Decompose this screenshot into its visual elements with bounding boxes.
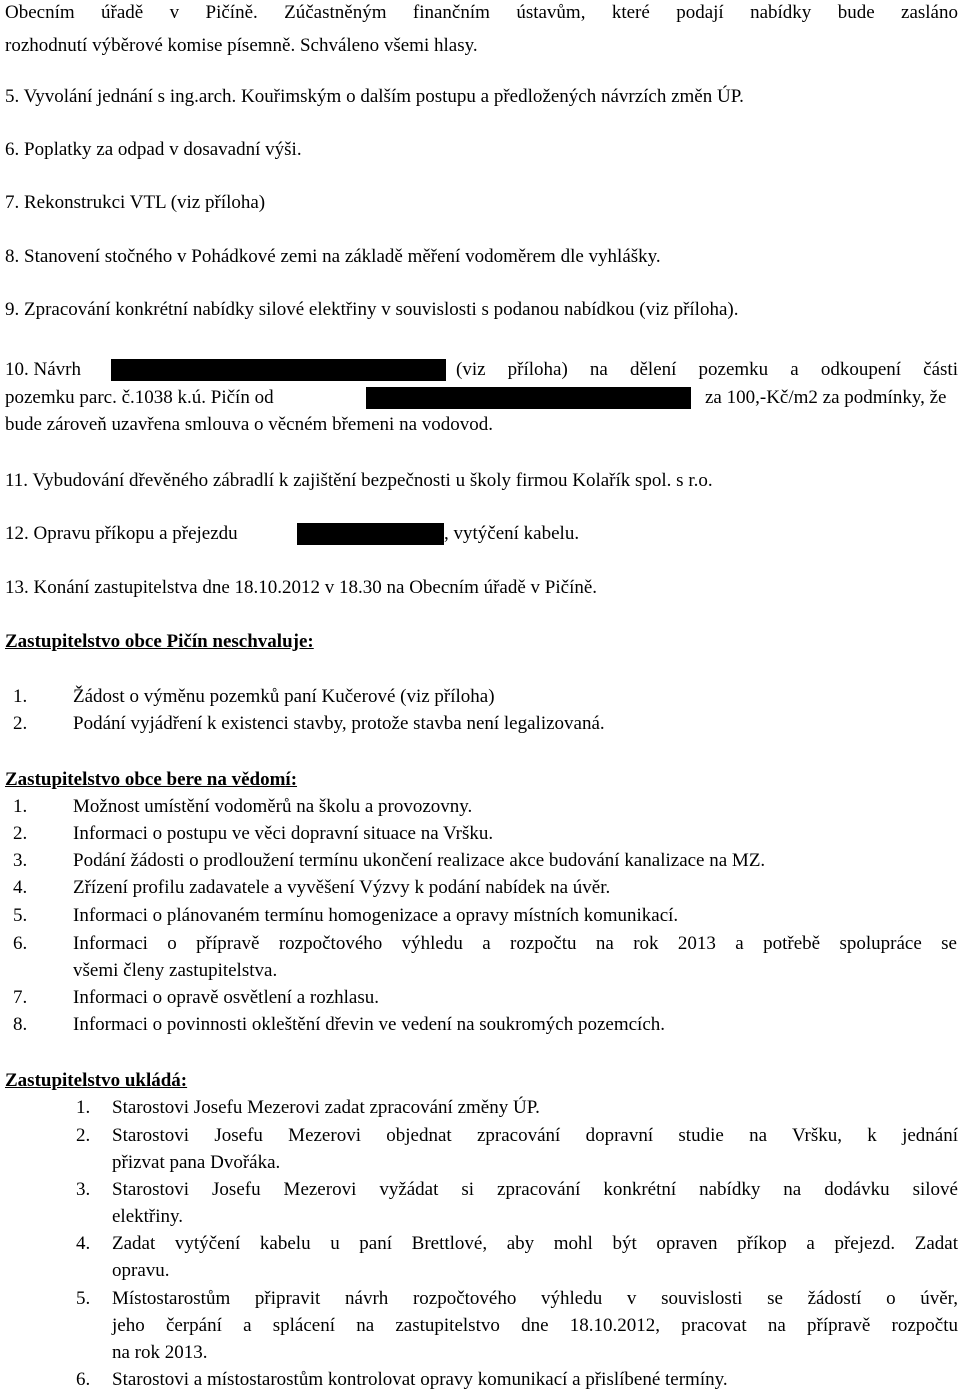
intro-line-1: Obecním úřadě v Pičíně. Zúčastněným finančním ústavům, které podají nabídky bude zasláno bbox=[5, 2, 958, 23]
list-item-continuation: všemi členy zastupitelstva. bbox=[73, 960, 278, 981]
list-number: 6. bbox=[13, 933, 28, 954]
list-item: Informaci o postupu ve věci dopravní situace na Vršku. bbox=[73, 823, 494, 844]
list-item: Podání vyjádření k existenci stavby, protože stavba není legalizovaná. bbox=[73, 713, 605, 734]
list-number: 2. bbox=[76, 1125, 91, 1146]
intro-line-2: rozhodnutí výběrové komise písemně. Schváleno všemi hlasy. bbox=[5, 35, 478, 56]
list-number: 1. bbox=[76, 1097, 91, 1118]
list-number: 4. bbox=[76, 1233, 91, 1254]
list-item: Starostovi Josefu Mezerovi zadat zpracování změny ÚP. bbox=[112, 1097, 540, 1118]
list-item: Žádost o výměnu pozemků paní Kučerové (viz příloha) bbox=[73, 686, 495, 707]
list-number: 6. bbox=[76, 1369, 91, 1390]
list-item-continuation: elektřiny. bbox=[112, 1206, 184, 1227]
item10-text-b: (viz příloha) na dělení pozemku a odkoupení části bbox=[456, 359, 958, 380]
approved-item-9: 9. Zpracování konkrétní nabídky silové elektřiny v souvislosti s podanou nabídkou (viz příloha). bbox=[5, 299, 739, 320]
list-item: Starostovi Josefu Mezerovi objednat zpracování dopravní studie na Vršku, k jednání bbox=[112, 1125, 958, 1146]
list-number: 1. bbox=[13, 796, 28, 817]
section-heading-uklada: Zastupitelstvo ukládá: bbox=[5, 1070, 188, 1091]
list-number: 8. bbox=[13, 1014, 28, 1035]
list-number: 1. bbox=[13, 686, 28, 707]
list-item: Informaci o povinnosti okleštění dřevin ve vedení na soukromých pozemcích. bbox=[73, 1014, 666, 1035]
list-number: 7. bbox=[13, 987, 28, 1008]
item12-text-b: , vytýčení kabelu. bbox=[444, 523, 580, 544]
item10-text-e: bude zároveň uzavřena smlouva o věcném břemeni na vodovod. bbox=[5, 414, 494, 435]
list-number: 2. bbox=[13, 823, 28, 844]
approved-item-5: 5. Vyvolání jednání s ing.arch. Kouřimským o dalším postupu a předložených návrzích změn ÚP. bbox=[5, 86, 744, 107]
approved-item-13: 13. Konání zastupitelstva dne 18.10.2012 v 18.30 na Obecním úřadě v Pičíně. bbox=[5, 577, 598, 598]
list-item-continuation: jeho čerpání a splácení na zastupitelstvo dne 18.10.2012, pracovat na přípravě rozpočtu bbox=[112, 1315, 958, 1336]
list-item: Informaci o opravě osvětlení a rozhlasu. bbox=[73, 987, 379, 1008]
list-item: Místostarostům připravit návrh rozpočtového výhledu v souvislosti se žádostí o úvěr, bbox=[112, 1288, 958, 1309]
list-item-continuation: opravu. bbox=[112, 1260, 170, 1281]
list-item: Informaci o přípravě rozpočtového výhledu a rozpočtu na rok 2013 a potřebě spolupráce se bbox=[73, 933, 957, 954]
approved-item-6: 6. Poplatky za odpad v dosavadní výši. bbox=[5, 139, 302, 160]
redaction-block bbox=[297, 523, 444, 545]
list-item: Starostovi a místostarostům kontrolovat opravy komunikací a přislíbené termíny. bbox=[112, 1369, 728, 1390]
section-heading-bere: Zastupitelstvo obce bere na vědomí: bbox=[5, 769, 298, 790]
list-number: 3. bbox=[13, 850, 28, 871]
list-item: Zadat vytýčení kabelu u paní Brettlové, aby mohl být opraven příkop a přejezd. Zadat bbox=[112, 1233, 958, 1254]
list-number: 5. bbox=[13, 905, 28, 926]
list-item: Zřízení profilu zadavatele a vyvěšení Výzvy k podání nabídek na úvěr. bbox=[73, 877, 611, 898]
list-number: 5. bbox=[76, 1288, 91, 1309]
approved-item-11: 11. Vybudování dřevěného zábradlí k zajištění bezpečnosti u školy firmou Kolařík spol. s r.o. bbox=[5, 470, 713, 491]
item10-text-d: za 100,-Kč/m2 za podmínky, že bbox=[705, 387, 947, 408]
section-heading-neschvaluje: Zastupitelstvo obce Pičín neschvaluje: bbox=[5, 631, 314, 652]
redaction-block bbox=[111, 359, 446, 381]
list-item: Starostovi Josefu Mezerovi vyžádat si zpracování konkrétní nabídky na dodávku silové bbox=[112, 1179, 958, 1200]
list-item-continuation: na rok 2013. bbox=[112, 1342, 208, 1363]
approved-item-7: 7. Rekonstrukci VTL (viz příloha) bbox=[5, 192, 266, 213]
list-number: 2. bbox=[13, 713, 28, 734]
approved-item-8: 8. Stanovení stočného v Pohádkové zemi na základě měření vodoměrem dle vyhlášky. bbox=[5, 246, 661, 267]
item12-text-a: 12. Opravu příkopu a přejezdu bbox=[5, 523, 238, 544]
item10-text-c: pozemku parc. č.1038 k.ú. Pičín od bbox=[5, 387, 274, 408]
list-item: Možnost umístění vodoměrů na školu a provozovny. bbox=[73, 796, 473, 817]
list-item: Podání žádosti o prodloužení termínu ukončení realizace akce budování kanalizace na MZ. bbox=[73, 850, 766, 871]
redaction-block bbox=[366, 387, 691, 409]
list-number: 3. bbox=[76, 1179, 91, 1200]
item10-text-a: 10. Návrh bbox=[5, 359, 81, 380]
list-item-continuation: přizvat pana Dvořáka. bbox=[112, 1152, 281, 1173]
list-number: 4. bbox=[13, 877, 28, 898]
list-item: Informaci o plánovaném termínu homogenizace a opravy místních komunikací. bbox=[73, 905, 679, 926]
